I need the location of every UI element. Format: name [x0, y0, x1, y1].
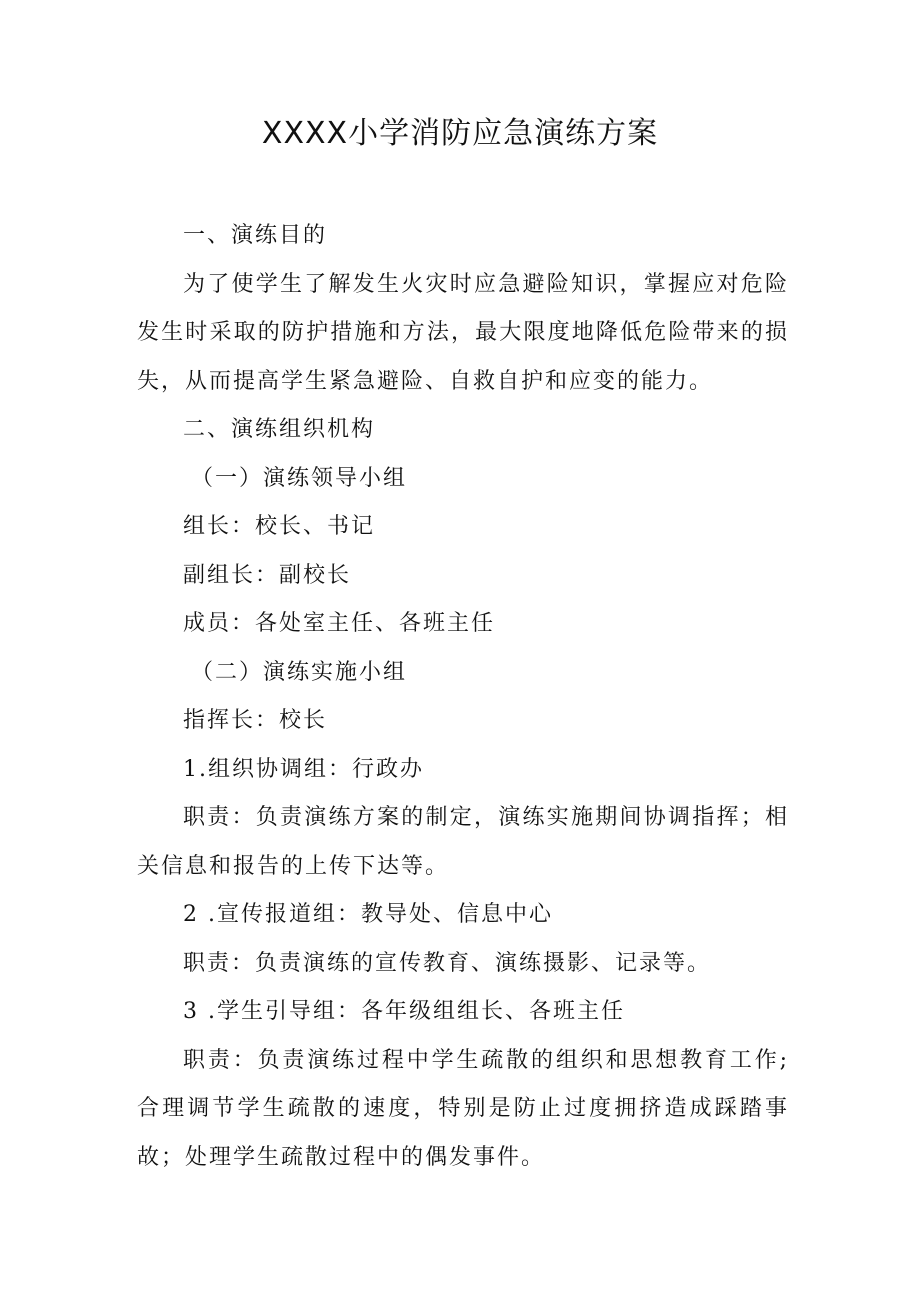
heading-purpose: 一、演练目的 [183, 223, 328, 248]
item-student-guide-group: 3 .学生引导组：各年级组组长、各班主任 [183, 999, 625, 1024]
subheading-implementation-group: （二）演练实施小组 [191, 659, 408, 685]
paragraph-purpose: 为了使学生了解发生火灾时应急避险知识，掌握应对危险发生时采取的防护措施和方法，最大限度地降低危险带来的损失，从而提高学生紧急避险、自救自护和应变的能力。 [137, 271, 789, 394]
line-team-leader: 组长：校长、书记 [183, 514, 376, 539]
paragraph-student-guide-duty: 职责：负责演练过程中学生疏散的组织和思想教育工作;合理调节学生疏散的速度，特别是防止过度拥挤造成踩踏事故；处理学生疏散过程中的偶发事件。 [137, 1047, 789, 1170]
line-deputy-leader: 副组长：副校长 [183, 562, 352, 588]
item-coordination-group: 1.组织协调组：行政办 [183, 756, 424, 782]
paragraph-coordination-duty: 职责：负责演练方案的制定，演练实施期间协调指挥；相关信息和报告的上传下达等。 [137, 805, 789, 879]
line-commander: 指挥长：校长 [183, 708, 328, 733]
line-members: 成员：各处室主任、各班主任 [183, 611, 496, 636]
document-title: XXXX小学消防应急演练方案 [261, 116, 659, 151]
item-publicity-group: 2 .宣传报道组：教导处、信息中心 [183, 902, 553, 927]
heading-organization: 二、演练组织机构 [183, 417, 376, 442]
subheading-leadership-group: （一）演练领导小组 [191, 465, 408, 491]
paragraph-publicity-duty: 职责：负责演练的宣传教育、演练摄影、记录等。 [183, 950, 712, 976]
document-body [137, 212, 789, 1182]
